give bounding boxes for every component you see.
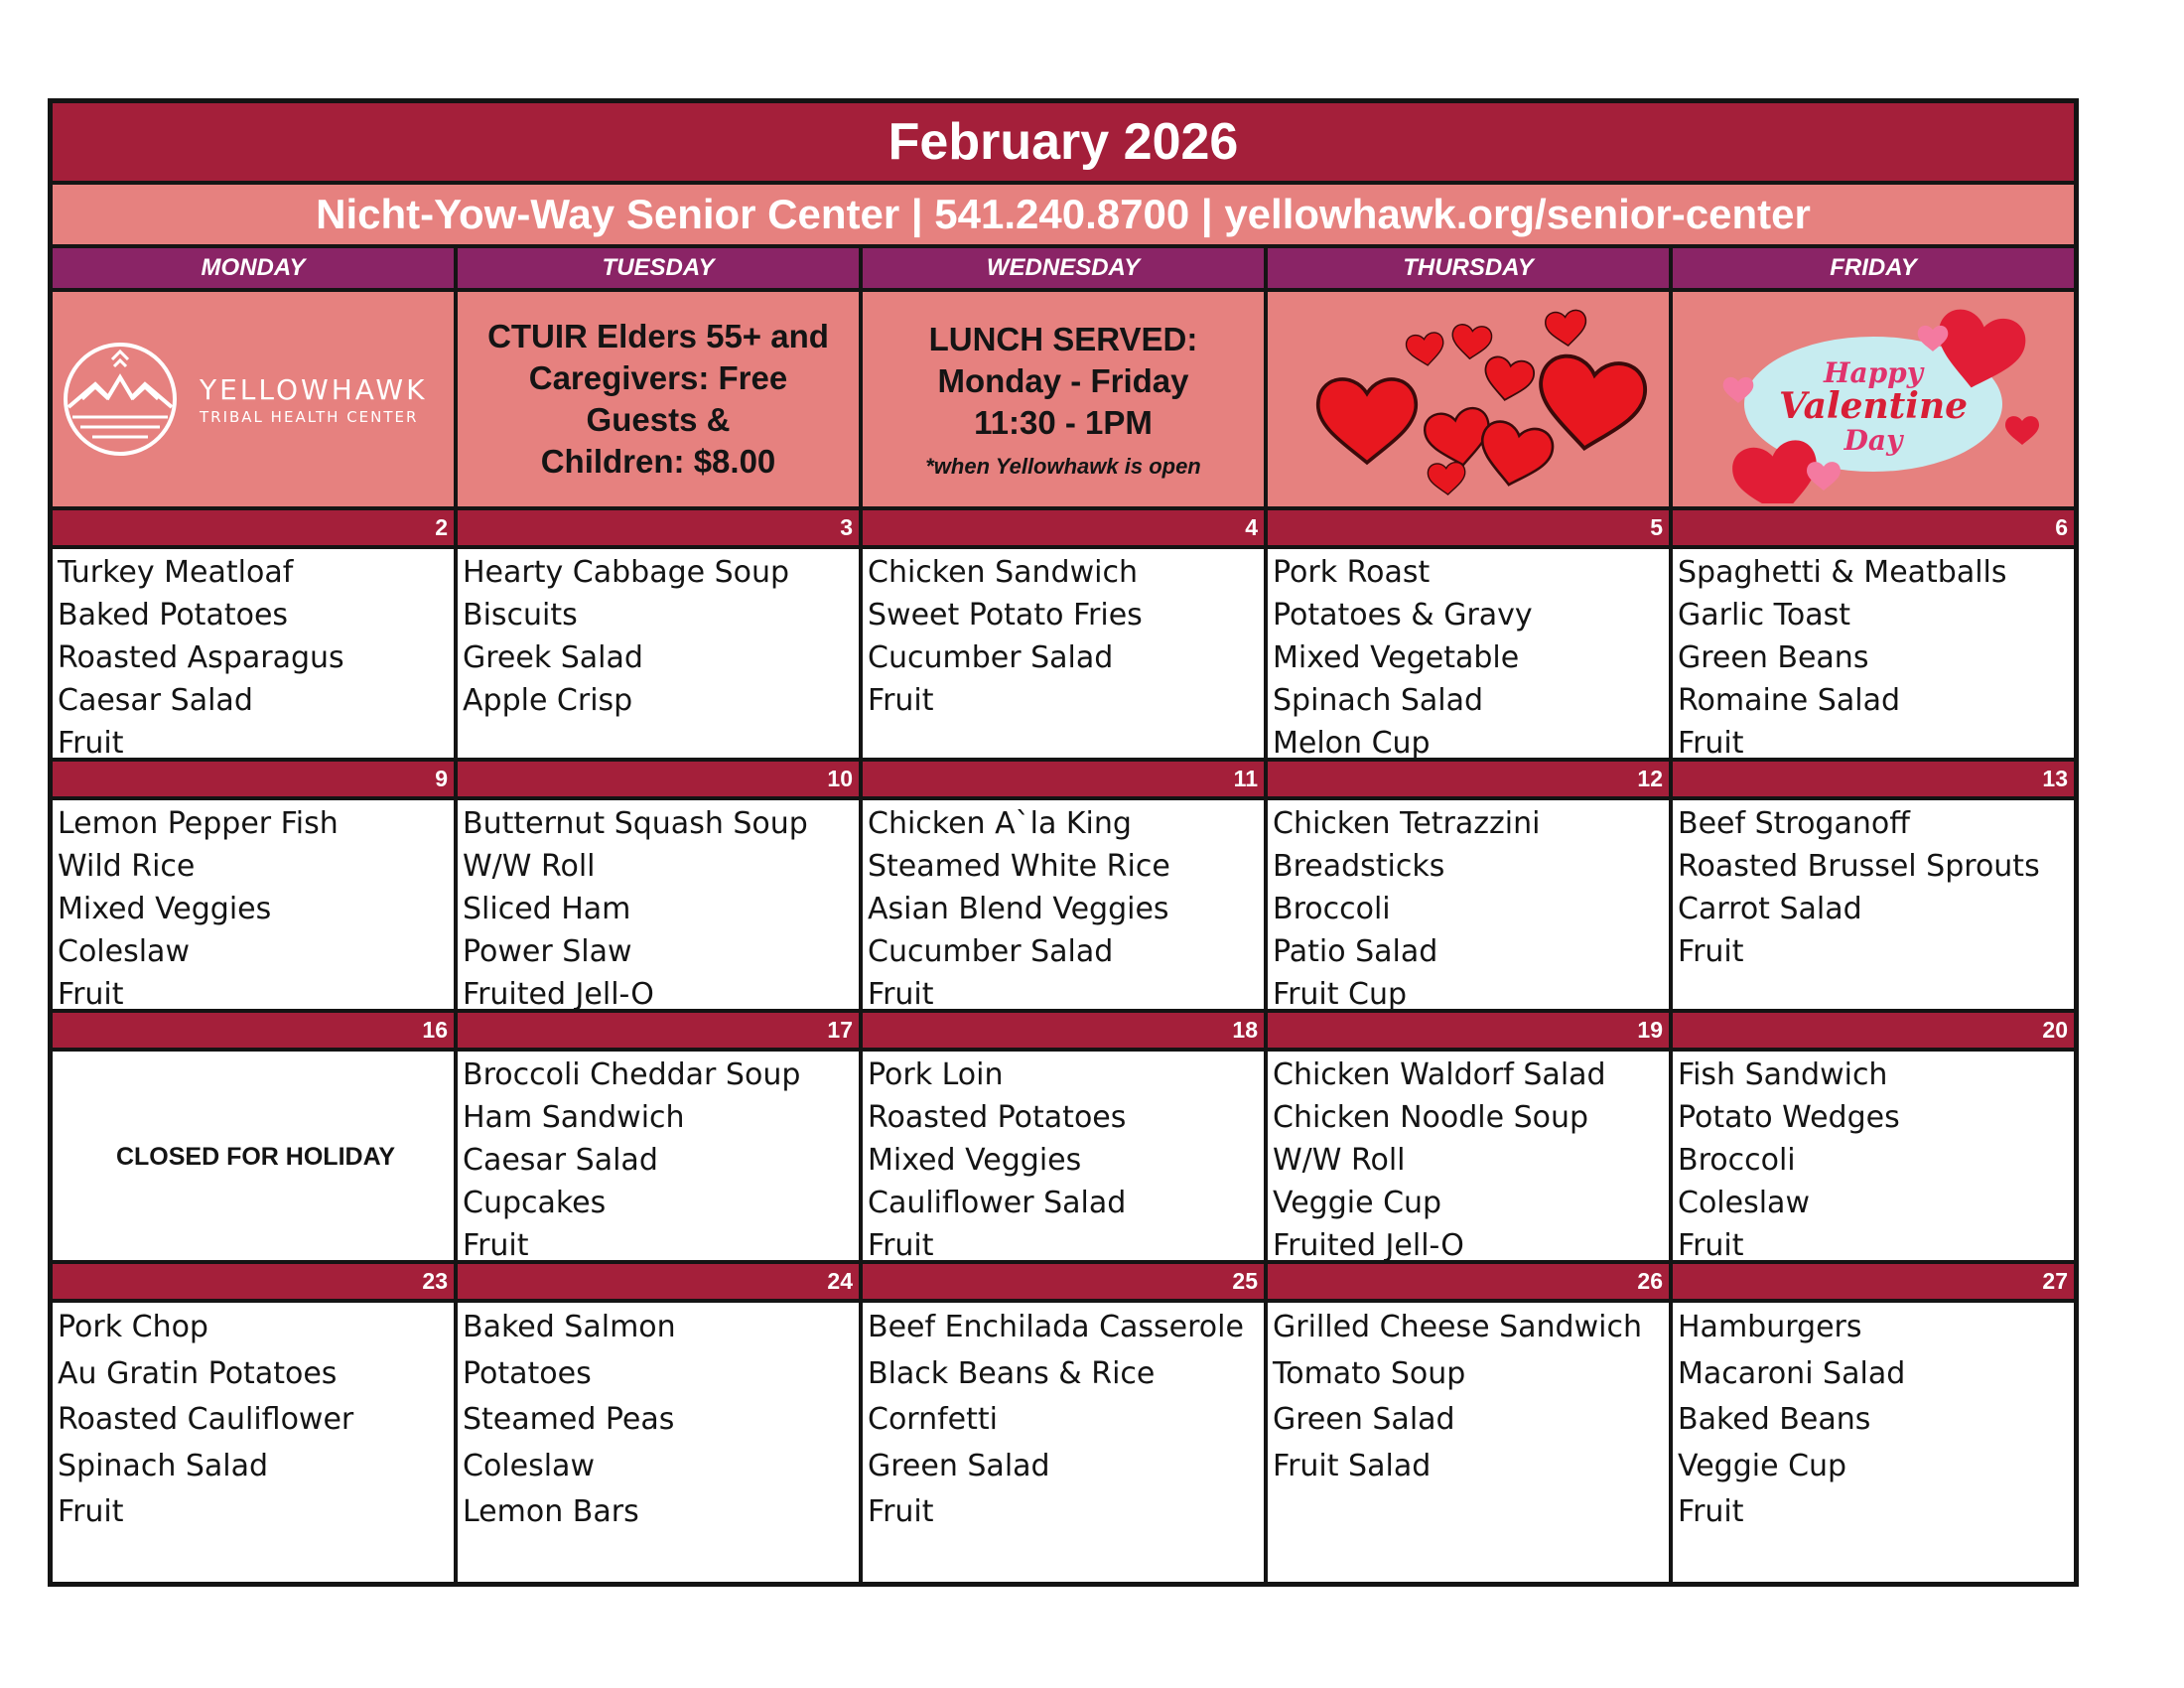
menu-item: Green Salad [1273, 1402, 1455, 1437]
day-menu [863, 1052, 1268, 1260]
menu-row [53, 1052, 2074, 1264]
menu-item: Cauliflower Salad [868, 1186, 1127, 1220]
day-menu [458, 549, 863, 758]
menu-item: Sliced Ham [463, 892, 631, 926]
menu-item: Baked Beans [1678, 1402, 1871, 1437]
menu-item: Mixed Veggies [868, 1143, 1082, 1178]
menu-item: Beef Stroganoff [1678, 806, 1910, 841]
pricing-line: Guests & [586, 401, 731, 438]
menu-item: Power Slaw [463, 934, 632, 969]
menu-item: Baked Salmon [463, 1310, 676, 1344]
day-menu [1673, 800, 2074, 1009]
menu-item: Caesar Salad [58, 683, 253, 718]
menu-row [53, 549, 2074, 762]
menu-item: Roasted Potatoes [868, 1100, 1127, 1135]
day-menu [863, 800, 1268, 1009]
valentine-day-text: Day [1843, 424, 1903, 457]
logo-subtitle: TRIBAL HEALTH CENTER [200, 407, 419, 426]
day-menu [1673, 1052, 2074, 1260]
menu-item: Broccoli [1678, 1143, 1796, 1178]
menu-item: Wild Rice [58, 849, 196, 884]
menu-item: Chicken Waldorf Salad [1273, 1057, 1606, 1092]
menu-item: Green Beans [1678, 640, 1869, 675]
menu-item: Sweet Potato Fries [868, 598, 1143, 633]
date-number: 19 [1268, 1013, 1673, 1048]
menu-item: Fruit Salad [1273, 1448, 1432, 1483]
menu-item: Fruit [58, 977, 124, 1009]
date-number: 12 [1268, 762, 1673, 796]
valentine-happy-text: Happy [1823, 356, 1924, 389]
menu-item: Cornfetti [868, 1402, 999, 1437]
menu-item: Cupcakes [463, 1186, 607, 1220]
date-number: 18 [863, 1013, 1268, 1048]
weekday-wednesday: WEDNESDAY [863, 248, 1268, 288]
day-menu [53, 549, 458, 758]
menu-item: Butternut Squash Soup [463, 806, 808, 841]
weekday-header-row [53, 248, 2074, 292]
pricing-line: CTUIR Elders 55+ and [487, 318, 829, 354]
menu-item: Veggie Cup [1678, 1448, 1847, 1483]
date-number: 13 [1673, 762, 2074, 796]
menu-item: Chicken A`la King [868, 806, 1132, 841]
menu-item: Apple Crisp [463, 683, 633, 718]
menu-item: Fruit [1678, 1494, 1744, 1529]
menu-item: Breadsticks [1273, 849, 1445, 884]
date-row [53, 1264, 2074, 1303]
date-number: 16 [53, 1013, 458, 1048]
menu-item: Veggie Cup [1273, 1186, 1442, 1220]
menu-item: Lemon Pepper Fish [58, 806, 339, 841]
banner-row [53, 292, 2074, 510]
menu-item: Tomato Soup [1273, 1355, 1466, 1391]
date-row [53, 762, 2074, 800]
menu-item: Potatoes [463, 1355, 592, 1391]
menu-item: Fruit [868, 683, 934, 718]
date-row [53, 1013, 2074, 1052]
menu-item: Patio Salad [1273, 934, 1438, 969]
menu-item: Hamburgers [1678, 1310, 1862, 1344]
lunch-line: 11:30 - 1PM [974, 404, 1153, 441]
date-row [53, 510, 2074, 549]
menu-item: Melon Cup [1273, 726, 1431, 758]
menu-row [53, 800, 2074, 1013]
day-menu [53, 1303, 458, 1582]
menu-item: Fruit [463, 1228, 529, 1260]
menu-item: Coleslaw [463, 1448, 595, 1483]
menu-item: Steamed White Rice [868, 849, 1170, 884]
menu-item: Fruit [1678, 726, 1744, 758]
menu-item: Roasted Cauliflower [58, 1402, 354, 1437]
day-menu [1268, 800, 1673, 1009]
day-menu [1673, 549, 2074, 758]
menu-item: Garlic Toast [1678, 598, 1851, 633]
date-number: 2 [53, 510, 458, 545]
date-number: 6 [1673, 510, 2074, 545]
date-number: 23 [53, 1264, 458, 1299]
menu-item: Turkey Meatloaf [58, 555, 294, 590]
center-info: Nicht-Yow-Way Senior Center | 541.240.8700 | yellowhawk.org/senior-center [53, 185, 2074, 248]
menu-item: W/W Roll [463, 849, 596, 884]
weekday-thursday: THURSDAY [1268, 248, 1673, 288]
day-menu [458, 800, 863, 1009]
day-menu [1268, 549, 1673, 758]
menu-item: Cucumber Salad [868, 934, 1114, 969]
menu-item: Pork Loin [868, 1057, 1004, 1092]
menu-item: Fruited Jell-O [463, 977, 654, 1009]
day-menu [863, 549, 1268, 758]
menu-item: Grilled Cheese Sandwich [1273, 1310, 1642, 1344]
menu-item: Biscuits [463, 598, 578, 633]
date-number: 24 [458, 1264, 863, 1299]
lunch-line: LUNCH SERVED: [928, 321, 1198, 357]
menu-item: Roasted Brussel Sprouts [1678, 849, 2040, 884]
menu-item: Beef Enchilada Casserole [868, 1310, 1244, 1344]
menu-item: Spinach Salad [58, 1448, 269, 1483]
menu-item: Caesar Salad [463, 1143, 658, 1178]
lunch-note: *when Yellowhawk is open [925, 454, 1201, 479]
menu-item: Greek Salad [463, 640, 643, 675]
pricing-cell [458, 292, 863, 506]
menu-item: Chicken Sandwich [868, 555, 1138, 590]
menu-item: Au Gratin Potatoes [58, 1355, 338, 1391]
day-menu [1268, 1052, 1673, 1260]
menu-item: Black Beans & Rice [868, 1355, 1156, 1391]
menu-item: Broccoli [1273, 892, 1391, 926]
valentine-badge-icon [1695, 295, 2052, 503]
lunch-line: Monday - Friday [937, 362, 1189, 399]
menu-row [53, 1303, 2074, 1582]
menu-item: Fruit [58, 1494, 124, 1529]
day-menu [53, 800, 458, 1009]
menu-item: W/W Roll [1273, 1143, 1406, 1178]
menu-item: Steamed Peas [463, 1402, 675, 1437]
menu-item: Green Salad [868, 1448, 1050, 1483]
menu-item: Romaine Salad [1678, 683, 1900, 718]
menu-item: Carrot Salad [1678, 892, 1862, 926]
lunch-hours-cell [863, 292, 1268, 506]
pricing-line: Children: $8.00 [540, 443, 776, 480]
yellowhawk-logo [53, 340, 454, 459]
date-number: 27 [1673, 1264, 2074, 1299]
menu-item: Pork Roast [1273, 555, 1431, 590]
menu-item: Fruit Cup [1273, 977, 1408, 1009]
menu-item: Chicken Noodle Soup [1273, 1100, 1589, 1135]
valentine-cell [1673, 292, 2074, 506]
menu-item: Lemon Bars [463, 1494, 639, 1529]
menu-item: Mixed Vegetable [1273, 640, 1520, 675]
date-number: 20 [1673, 1013, 2074, 1048]
logo-cell [53, 292, 458, 506]
weekday-friday: FRIDAY [1673, 248, 2074, 288]
weekday-monday: MONDAY [53, 248, 458, 288]
menu-item: Hearty Cabbage Soup [463, 555, 790, 590]
date-number: 10 [458, 762, 863, 796]
valentine-main-text: Valentine [1778, 385, 1969, 427]
day-menu [458, 1052, 863, 1260]
weekday-tuesday: TUESDAY [458, 248, 863, 288]
menu-item: Fruited Jell-O [1273, 1228, 1464, 1260]
date-number: 4 [863, 510, 1268, 545]
date-number: 25 [863, 1264, 1268, 1299]
menu-item: Ham Sandwich [463, 1100, 685, 1135]
menu-item: Baked Potatoes [58, 598, 289, 633]
day-menu [1268, 1303, 1673, 1582]
menu-item: Cucumber Salad [868, 640, 1114, 675]
day-menu [863, 1303, 1268, 1582]
pricing-line: Caregivers: Free [528, 359, 788, 396]
menu-item: Fruit [868, 1494, 934, 1529]
hearts-cell [1268, 292, 1673, 506]
date-number: 11 [863, 762, 1268, 796]
hearts-illustration-icon [1280, 295, 1657, 503]
menu-item: Asian Blend Veggies [868, 892, 1169, 926]
date-number: 26 [1268, 1264, 1673, 1299]
logo-name: YELLOWHAWK [200, 372, 428, 406]
date-number: 17 [458, 1013, 863, 1048]
menu-item: Fruit [868, 1228, 934, 1260]
day-menu [458, 1303, 863, 1582]
menu-item: Potatoes & Gravy [1273, 598, 1533, 633]
menu-item: Mixed Veggies [58, 892, 272, 926]
menu-item: Fruit [1678, 1228, 1744, 1260]
menu-item: Macaroni Salad [1678, 1355, 1906, 1391]
date-number: 5 [1268, 510, 1673, 545]
yellowhawk-emblem-icon [61, 340, 180, 459]
calendar-title: February 2026 [53, 103, 2074, 185]
menu-calendar [48, 98, 2079, 1587]
menu-item: Fruit [868, 977, 934, 1009]
menu-item: Fruit [58, 726, 124, 758]
menu-item: Broccoli Cheddar Soup [463, 1057, 801, 1092]
menu-item: Fish Sandwich [1678, 1057, 1888, 1092]
date-number: 3 [458, 510, 863, 545]
menu-item: Chicken Tetrazzini [1273, 806, 1541, 841]
menu-item: Coleslaw [58, 934, 190, 969]
closed-notice: CLOSED FOR HOLIDAY [53, 1052, 458, 1260]
date-number: 9 [53, 762, 458, 796]
menu-item: Pork Chop [58, 1310, 208, 1344]
menu-item: Spaghetti & Meatballs [1678, 555, 2007, 590]
menu-item: Spinach Salad [1273, 683, 1484, 718]
menu-item: Coleslaw [1678, 1186, 1810, 1220]
menu-item: Roasted Asparagus [58, 640, 344, 675]
menu-item: Potato Wedges [1678, 1100, 1900, 1135]
menu-item: Fruit [1678, 934, 1744, 969]
day-menu [1673, 1303, 2074, 1582]
